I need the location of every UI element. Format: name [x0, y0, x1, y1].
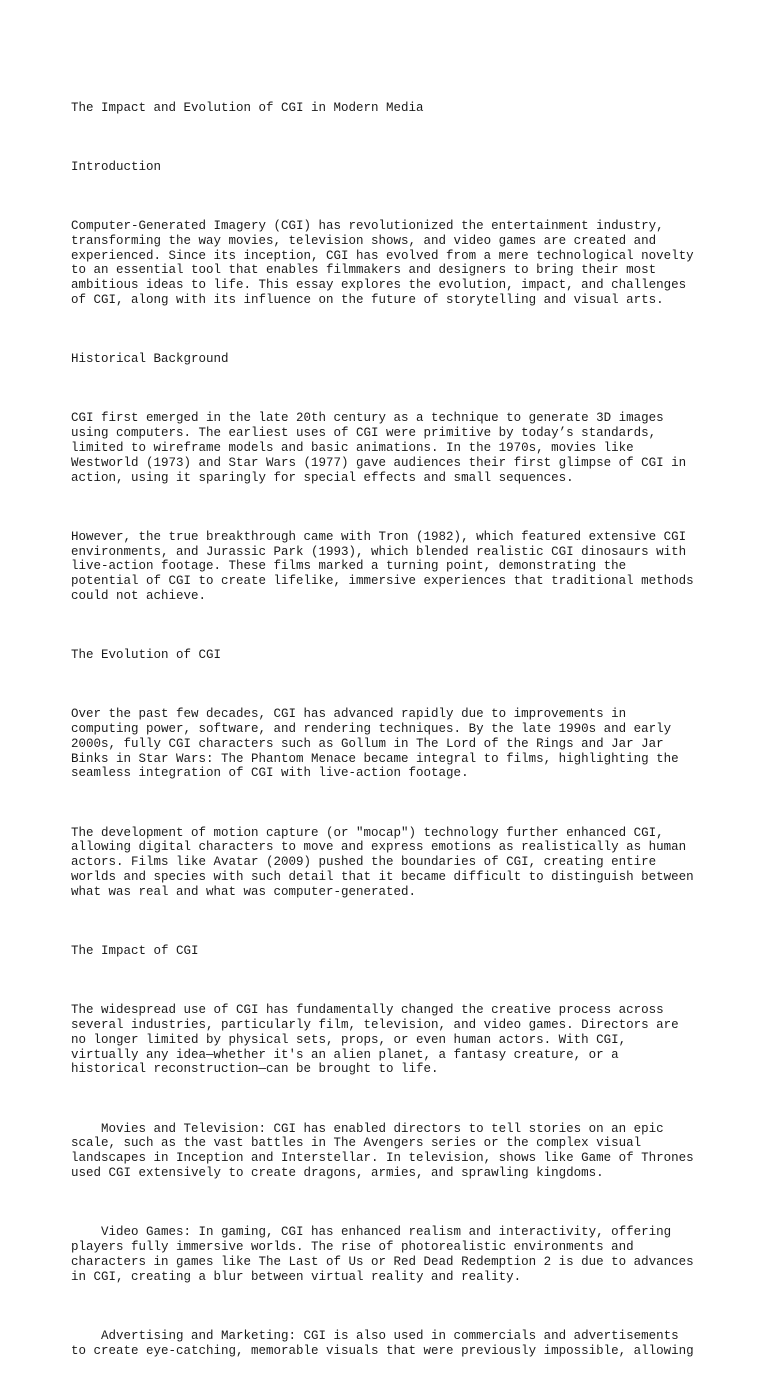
document-page — [71, 71, 711, 1388]
section-heading-impact: The Impact of CGI — [71, 944, 199, 959]
paragraph-impact-1: The widespread use of CGI has fundamentally changed the creative process across several industries, particularly film, television, and video games. Directors are no longer limited by physical sets, props, or even human actors. With CGI, virtually any idea—whether it's an alien planet, a fantasy creature, or a historical reconstruction—can be brought to life. — [71, 1003, 679, 1077]
paragraph-impact-advertising: Advertising and Marketing: CGI is also used in commercials and advertisements to create eye-catching, memorable visuals that were previously impossible, allowing — [71, 1328, 694, 1358]
paragraph-impact-movies-television: Movies and Television: CGI has enabled directors to tell stories on an epic scale, such as the vast battles in The Avengers series or the complex visual landscapes in Inception and Interstellar. In television, shows like Game of Thrones used CGI extensively to create dragons, armies, and sprawling kingdoms. — [71, 1121, 694, 1180]
section-heading-historical-background: Historical Background — [71, 352, 229, 367]
paragraph-historical-1: CGI first emerged in the late 20th century as a technique to generate 3D images using computers. The earliest uses of CGI were primitive by today’s standards, limited to wireframe models and basic animations. In the 1970s, movies like Westworld (1973) and Star Wars (1977) gave audiences their first glimpse of CGI in action, using it sparingly for special effects and small sequences. — [71, 411, 687, 485]
paragraph-historical-2: However, the true breakthrough came with Tron (1982), which featured extensive CGI environments, and Jurassic Park (1993), which blended realistic CGI dinosaurs with live-action footage. These films marked a turning point, demonstrating the potential of CGI to create lifelike, immersive experiences that traditional methods could not achieve. — [71, 529, 694, 603]
section-heading-introduction: Introduction — [71, 159, 162, 174]
paragraph-evolution-2: The development of motion capture (or "mocap") technology further enhanced CGI, allowing digital characters to move and express emotions as realistically as human actors. Films like Avatar (2009) pushed the boundaries of CGI, creating entire worlds and species with such detail that it became difficult to distinguish between what was real and what was computer-generated. — [71, 825, 694, 899]
paragraph-introduction: Computer-Generated Imagery (CGI) has revolutionized the entertainment industry, transforming the way movies, television shows, and video games are created and experienced. Since its inception, CGI has evolved from a mere technological novelty to an essential tool that enables filmmakers and designers to bring their most ambitious ideas to life. This essay explores the evolution, impact, and challenges of CGI, along with its influence on the future of storytelling and visual arts. — [71, 218, 694, 307]
document-title: The Impact and Evolution of CGI in Modern Media — [71, 100, 424, 115]
paragraph-impact-video-games: Video Games: In gaming, CGI has enhanced realism and interactivity, offering players fully immersive worlds. The rise of photorealistic environments and characters in games like The Last of Us or Red Dead Redemption 2 is due to advances in CGI, creating a blur between virtual reality and reality. — [71, 1225, 694, 1284]
paragraph-evolution-1: Over the past few decades, CGI has advanced rapidly due to improvements in computing power, software, and rendering techniques. By the late 1990s and early 2000s, fully CGI characters such as Gollum in The Lord of the Rings and Jar Jar Binks in Star Wars: The Phantom Menace became integral to films, highlighting the seamless integration of CGI with live-action footage. — [71, 707, 679, 781]
section-heading-evolution: The Evolution of CGI — [71, 648, 222, 663]
